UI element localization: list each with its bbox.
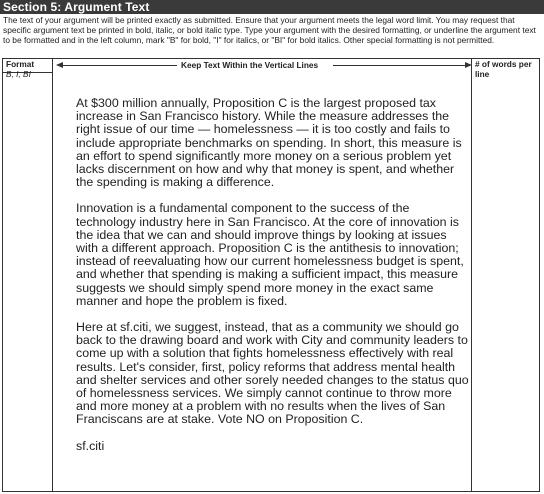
format-column-divider [52, 59, 53, 491]
arrow-line-right [333, 65, 467, 66]
format-codes: B, I, BI [6, 68, 31, 79]
words-column-divider [471, 59, 472, 491]
argument-paragraph-1: At $300 million annually, Proposition C is the largest proposed tax increase in San Francisco history. While the measure addresses the right issue of our time — homelessness — it is too costly and fails to include appropriate benchmarks on spending. In short, this measure is an effort to spend significantly more money on a serious problem yet lacks discernment on how and why that money is spent, and whether the spending is making a difference. [76, 96, 462, 190]
argument-paragraph-2: Innovation is a fundamental component to the success of the technology industry here in San Francisco. At the core of innovation is the idea that we can and should improve things by looking at issues with a different approach. Proposition C is the antithesis to innovation; instead of reevaluating how our current homelessness budget is spent, and whether that spending is making a sufficient impact, this measure suggests we should simply spend more money in the exact same manner and hope the problem is fixed. [76, 201, 464, 308]
keep-text-instruction: Keep Text Within the Vertical Lines [181, 60, 319, 70]
section-title: Section 5: Argument Text [0, 0, 544, 14]
argument-paragraph-3: Here at sf.citi, we suggest, instead, that as a community we should go back to the drawing board and work with City and community leaders to come up with a solution that fights homelessness effectively with real results. Let's consider, first, policy reforms that address mental health and shelter services and other sorely needed changes to the status quo of homelessness services. We simply cannot continue to throw more and more money at a problem with no results when the lives of San Franciscans are at stake. Vote NO on Proposition C. [76, 320, 469, 427]
words-per-line-header: # of words per line [475, 59, 532, 79]
format-column-header [6, 60, 34, 79]
argument-text-area [76, 97, 471, 453]
argument-signature: sf.citi [76, 438, 105, 453]
arrow-line-left [61, 65, 177, 66]
format-label: Format [6, 59, 35, 69]
instructions-text: The text of your argument will be printed exactly as submitted. Ensure that your argument meets the legal word limit. You may request that specific argument text be printed in bold, italic, or bold italic type. Type your argument with the desired formatting, or underline the argument text to be formatted and in the left column, mark "B" for bold, "I" for italics, or "BI" for bold italics. Other special formatting is not permitted. [3, 15, 536, 46]
arrow-right-icon [465, 62, 472, 68]
